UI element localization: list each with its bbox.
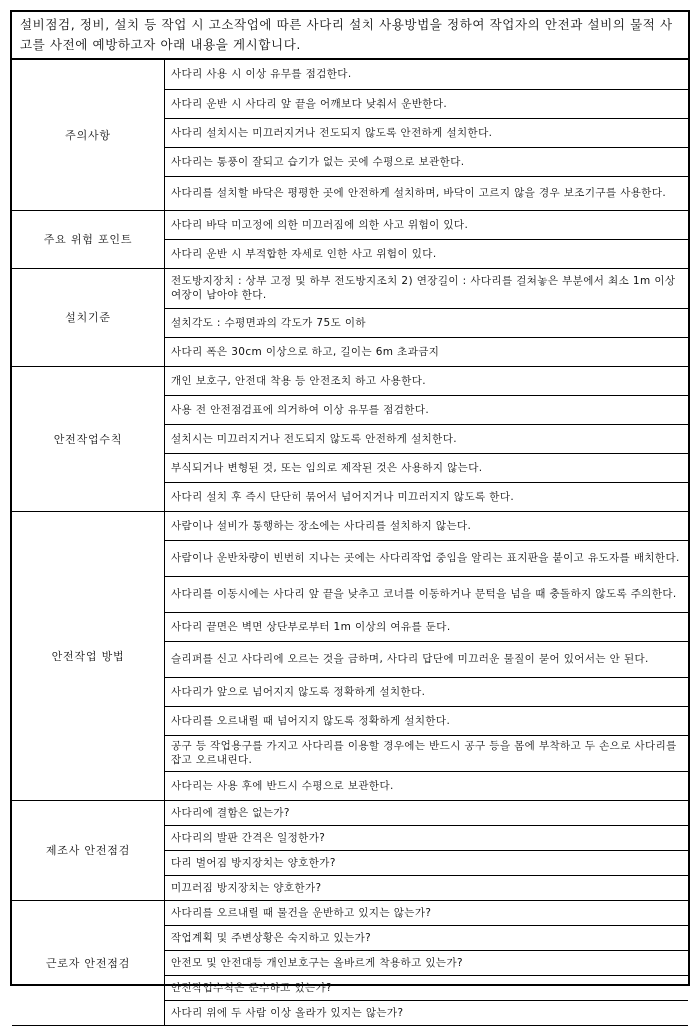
table-row [12,210,688,239]
table-row [12,268,688,308]
table-row [12,800,688,825]
guideline-item: 사다리에 결함은 없는가? [165,800,689,825]
guideline-item: 사다리가 앞으로 넘어지지 않도록 정확하게 설치한다. [165,677,689,706]
guideline-item: 사다리 운반 시 사다리 앞 끝을 어깨보다 낮춰서 운반한다. [165,89,689,118]
table-row [12,60,688,89]
guideline-item: 사다리 사용 시 이상 유무를 점검한다. [165,60,689,89]
guideline-item: 사다리 운반 시 부적합한 자세로 인한 사고 위험이 있다. [165,239,689,268]
guideline-item: 사다리 끝면은 벽면 상단부로부터 1m 이상의 여유를 둔다. [165,612,689,641]
section-title: 주요 위험 포인트 [12,210,165,268]
section-title: 근로자 안전점검 [12,900,165,1025]
guideline-item: 안전작업수칙은 준수하고 있는가? [165,975,689,1000]
guideline-item: 사다리 설치시는 미끄러지거나 전도되지 않도록 안전하게 설치한다. [165,118,689,147]
guideline-item: 사다리를 오르내릴 때 넘어지지 않도록 정확하게 설치한다. [165,706,689,735]
guideline-item: 사다리를 오르내릴 때 물건을 운반하고 있지는 않는가? [165,900,689,925]
section-title: 안전작업 방법 [12,511,165,800]
guideline-item: 부식되거나 변형된 것, 또는 임의로 제작된 것은 사용하지 않는다. [165,453,689,482]
guideline-item: 공구 등 작업용구를 가지고 사다리를 이용할 경우에는 반드시 공구 등을 몸에 부착하고 두 손으로 사다리를 잡고 오르내린다. [165,735,689,771]
guideline-item: 전도방지장치 : 상부 고정 및 하부 전도방지조치 2) 연장길이 : 사다리를 걸쳐놓은 부분에서 최소 1m 이상 여장이 남아야 한다. [165,268,689,308]
guideline-item: 사다리는 통풍이 잘되고 습기가 없는 곳에 수평으로 보관한다. [165,147,689,176]
guideline-item: 미끄러짐 방지장치는 양호한가? [165,875,689,900]
guideline-item: 사람이나 운반차량이 빈번히 지나는 곳에는 사다리작업 중임을 알리는 표지판을 붙이고 유도자를 배치한다. [165,540,689,576]
section-title: 안전작업수칙 [12,366,165,511]
guideline-item: 다리 벌어짐 방지장치는 양호한가? [165,850,689,875]
guideline-item: 사다리의 발판 간격은 일정한가? [165,825,689,850]
guideline-item: 사다리 폭은 30cm 이상으로 하고, 길이는 6m 초과금지 [165,337,689,366]
intro-text: 설비점검, 정비, 설치 등 작업 시 고소작업에 따른 사다리 설치 사용방법을 정하여 작업자의 안전과 설비의 물적 사고를 사전에 예방하고자 아래 내용을 게시합니다. [12,12,688,60]
guideline-item: 안전모 및 안전대등 개인보호구는 올바르게 착용하고 있는가? [165,950,689,975]
guideline-item: 사용 전 안전점검표에 의거하여 이상 유무를 점검한다. [165,395,689,424]
guideline-table [12,60,688,1026]
guideline-item: 사다리를 설치할 바닥은 평평한 곳에 안전하게 설치하며, 바닥이 고르지 않을 경우 보조기구를 사용한다. [165,176,689,210]
table-row [12,511,688,540]
guideline-item: 사람이나 설비가 통행하는 장소에는 사다리를 설치하지 않는다. [165,511,689,540]
guideline-item: 사다리 바닥 미고정에 의한 미끄러짐에 의한 사고 위험이 있다. [165,210,689,239]
section-title: 설치기준 [12,268,165,366]
table-row [12,366,688,395]
guideline-item: 개인 보호구, 안전대 착용 등 안전조치 하고 사용한다. [165,366,689,395]
guideline-item: 슬리퍼를 신고 사다리에 오르는 것을 금하며, 사다리 답단에 미끄러운 물질이 묻어 있어서는 안 된다. [165,641,689,677]
section-title: 주의사항 [12,60,165,210]
guideline-item: 사다리 설치 후 즉시 단단히 묶어서 넘어지거나 미끄러지지 않도록 한다. [165,482,689,511]
notice-sheet [10,10,690,1019]
guideline-item: 사다리 위에 두 사람 이상 올라가 있지는 않는가? [165,1000,689,1025]
guideline-item: 사다리는 사용 후에 반드시 수평으로 보관한다. [165,771,689,800]
guideline-item: 사다리를 이동시에는 사다리 앞 끝을 낮추고 코너를 이동하거나 문턱을 넘을 때 충돌하지 않도록 주의한다. [165,576,689,612]
guideline-item: 설치시는 미끄러지거나 전도되지 않도록 안전하게 설치한다. [165,424,689,453]
section-title: 제조사 안전점검 [12,800,165,900]
table-row [12,900,688,925]
guideline-item: 설치각도 : 수평면과의 각도가 75도 이하 [165,308,689,337]
guideline-item: 작업계획 및 주변상황은 숙지하고 있는가? [165,925,689,950]
